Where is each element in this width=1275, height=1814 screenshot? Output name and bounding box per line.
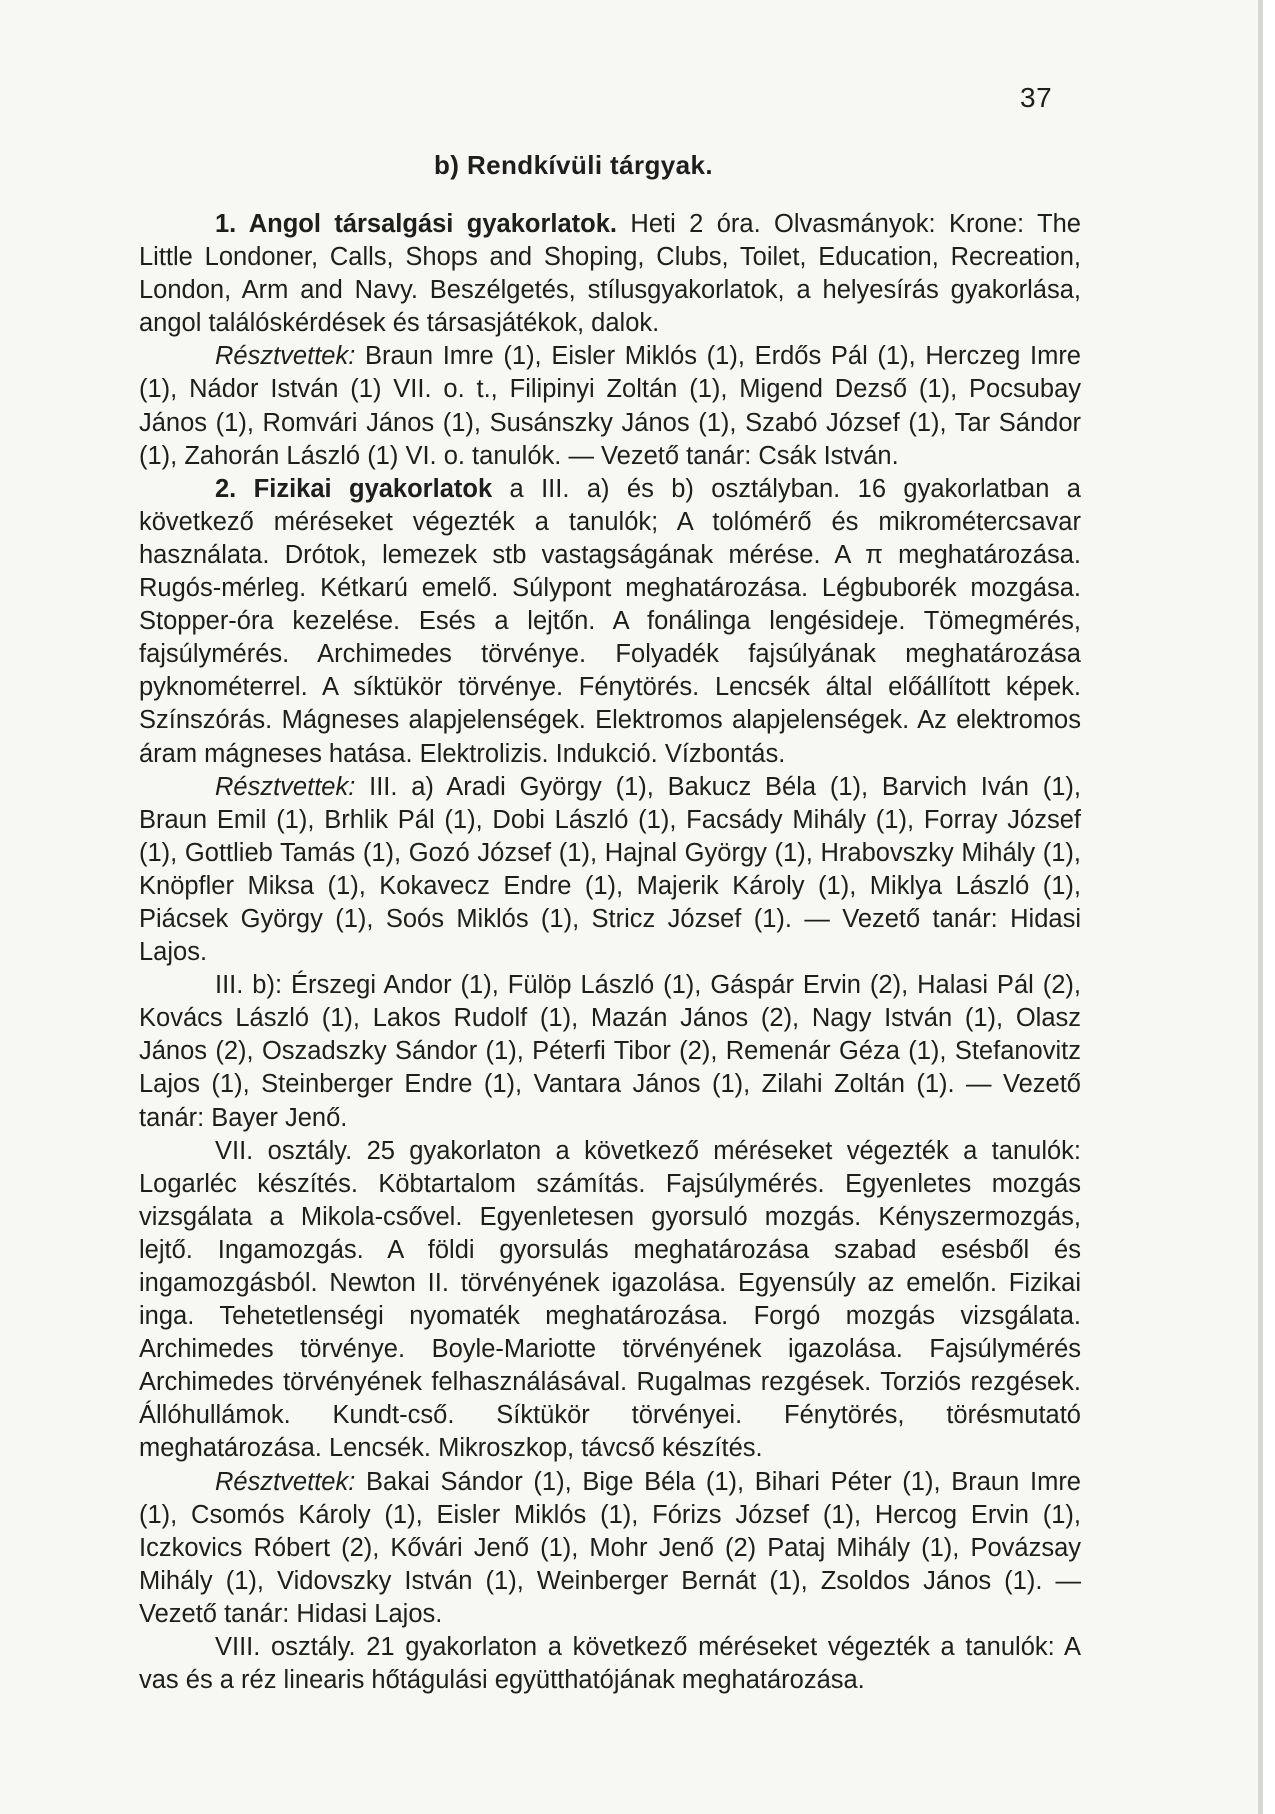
paragraph-fizikai-participants-3a xyxy=(139,771,1081,970)
participants-label: Résztvettek: xyxy=(215,1467,356,1496)
course-heading-angol: 1. Angol társalgási gyakorlatok. xyxy=(215,210,618,238)
page-number: 37 xyxy=(1020,82,1053,113)
course-heading-fizikai: 2. Fizikai gyakorlatok xyxy=(215,474,493,503)
paragraph-class-7: VII. osztály. 25 gyakorlaton a következő méréseket végezték a tanulók: Logarléc készítés. Köbtartalom számítás. Fajsúlymérés. Egyenletes mozgás vizsgálata a Mikola-csővel. Egyenletesen gyorsuló mozgás. Kényszermozgás, lejtő. Ingamozgás. A földi gyorsulás meghatározása szabad esésből és ingamozgásból. Newton II. törvényének igazolása. Egyensúly az emelőn. Fizikai inga. Tehetetlenségi nyomaték meghatározása. Forgó mozgás vizsgálata. Archimedes törvénye. Boyle-Mariotte törvényének igazolása. Fajsúlymérés Archimedes törvényének felhasználásával. Rugalmas rezgések. Torziós rezgések. Állóhullámok. Kundt-cső. Síktükör törvényei. Fénytörés, törésmutató meghatározása. Lencsék. Mikroszkop, távcső készítés. xyxy=(139,1136,1081,1463)
participants-label: Résztvettek: xyxy=(215,342,356,371)
paragraph-angol-participants xyxy=(139,340,1081,472)
paragraph-class-7-participants xyxy=(139,1466,1081,1631)
paragraph-fizikai-course xyxy=(139,473,1081,771)
participants-list-3a: III. a) Aradi György (1), Bakucz Béla (1), Barvich Iván (1), Braun Emil (1), Brhlik Pál (1), Dobi László (1), Facsády Mihály (1), Forray József (1), Gottlieb Tamás (1), Gozó József (1), Hajnal György (1), Hrabovszky Mihály (1), Knöpfler Miksa (1), Kokavecz Endre (1), Majerik Károly (1), Miklya László (1), Piácsek György (1), Soós Miklós (1), Stricz József (1). — Vezető tanár: Hidasi Lajos. xyxy=(139,772,1081,967)
participants-list-angol: Braun Imre (1), Eisler Miklós (1), Erdős Pál (1), Herczeg Imre (1), Nádor István (1) VII. o. t., Filipinyi Zoltán (1), Migend Dezső (1), Pocsubay János (1), Romvári János (1), Susánszky János (1), Szabó József (1), Tar Sándor (1), Zahorán László (1) VI. o. tanulók. — Vezető tanár: Csák István. xyxy=(139,342,1081,470)
paragraph-angol-course xyxy=(139,208,1081,340)
participants-list-7: Bakai Sándor (1), Bige Béla (1), Bihari Péter (1), Braun Imre (1), Csomós Károly (1), Eisler Miklós (1), Fórizs József (1), Hercog Ervin (1), Iczkovics Róbert (2), Kővári Jenő (1), Mohr Jenő (2) Pataj Mihály (1), Povázsay Mihály (1), Vidovszky István (1), Weinberger Bernát (1), Zsoldos János (1). — Vezető tanár: Hidasi Lajos. xyxy=(139,1467,1081,1628)
section-title: b) Rendkívüli tárgyak. xyxy=(434,150,713,180)
paragraph-fizikai-participants-3b: III. b): Érszegi Andor (1), Fülöp László (1), Gáspár Ervin (2), Halasi Pál (2), Kovács László (1), Lakos Rudolf (1), Mazán János (2), Nagy István (1), Olasz János (2), Oszadszky Sándor (1), Péterfi Tibor (2), Remenár Géza (1), Stefanovitz Lajos (1), Steinberger Endre (1), Vantara János (1), Zilahi Zoltán (1). — Vezető tanár: Bayer Jenő. xyxy=(139,971,1081,1132)
paragraph-class-8: VIII. osztály. 21 gyakorlaton a következő méréseket végezték a tanulók: A vas és a réz linearis hőtágulási együtthatójának meghatározása. xyxy=(139,1633,1081,1695)
course-description-angol: Heti 2 óra. Olvasmányok: Krone: The Little Londoner, Calls, Shops and Shoping, Clubs, Toilet, Education, Recreation, London, Arm and Navy. Beszélgetés, stílusgyakorlatok, a helyesírás gyakorlása, angol találóskérdések és társasjátékok, dalok. xyxy=(139,210,1081,338)
body-text xyxy=(139,208,1081,1697)
participants-label: Résztvettek: xyxy=(215,772,356,801)
course-description-fizikai: a III. a) és b) osztályban. 16 gyakorlatban a következő méréseket végezték a tanulók; A tolómérő és mikrométercsavar használata. Drótok, lemezek stb vastagságának mérése. A π meghatározása. Rugós-mérleg. Kétkarú emelő. Súlypont meghatározása. Légbuborék mozgása. Stopper-óra kezelése. Esés a lejtőn. A fonálinga lengésideje. Tömegmérés, fajsúlymérés. Archimedes törvénye. Folyadék fajsúlyának meghatározása pyknométerrel. A síktükör törvénye. Fénytörés. Lencsék által előállított képek. Színszórás. Mágneses alapjelenségek. Elektromos alapjelenségek. Az elektromos áram mágneses hatása. Elektrolizis. Indukció. Vízbontás. xyxy=(139,474,1081,768)
